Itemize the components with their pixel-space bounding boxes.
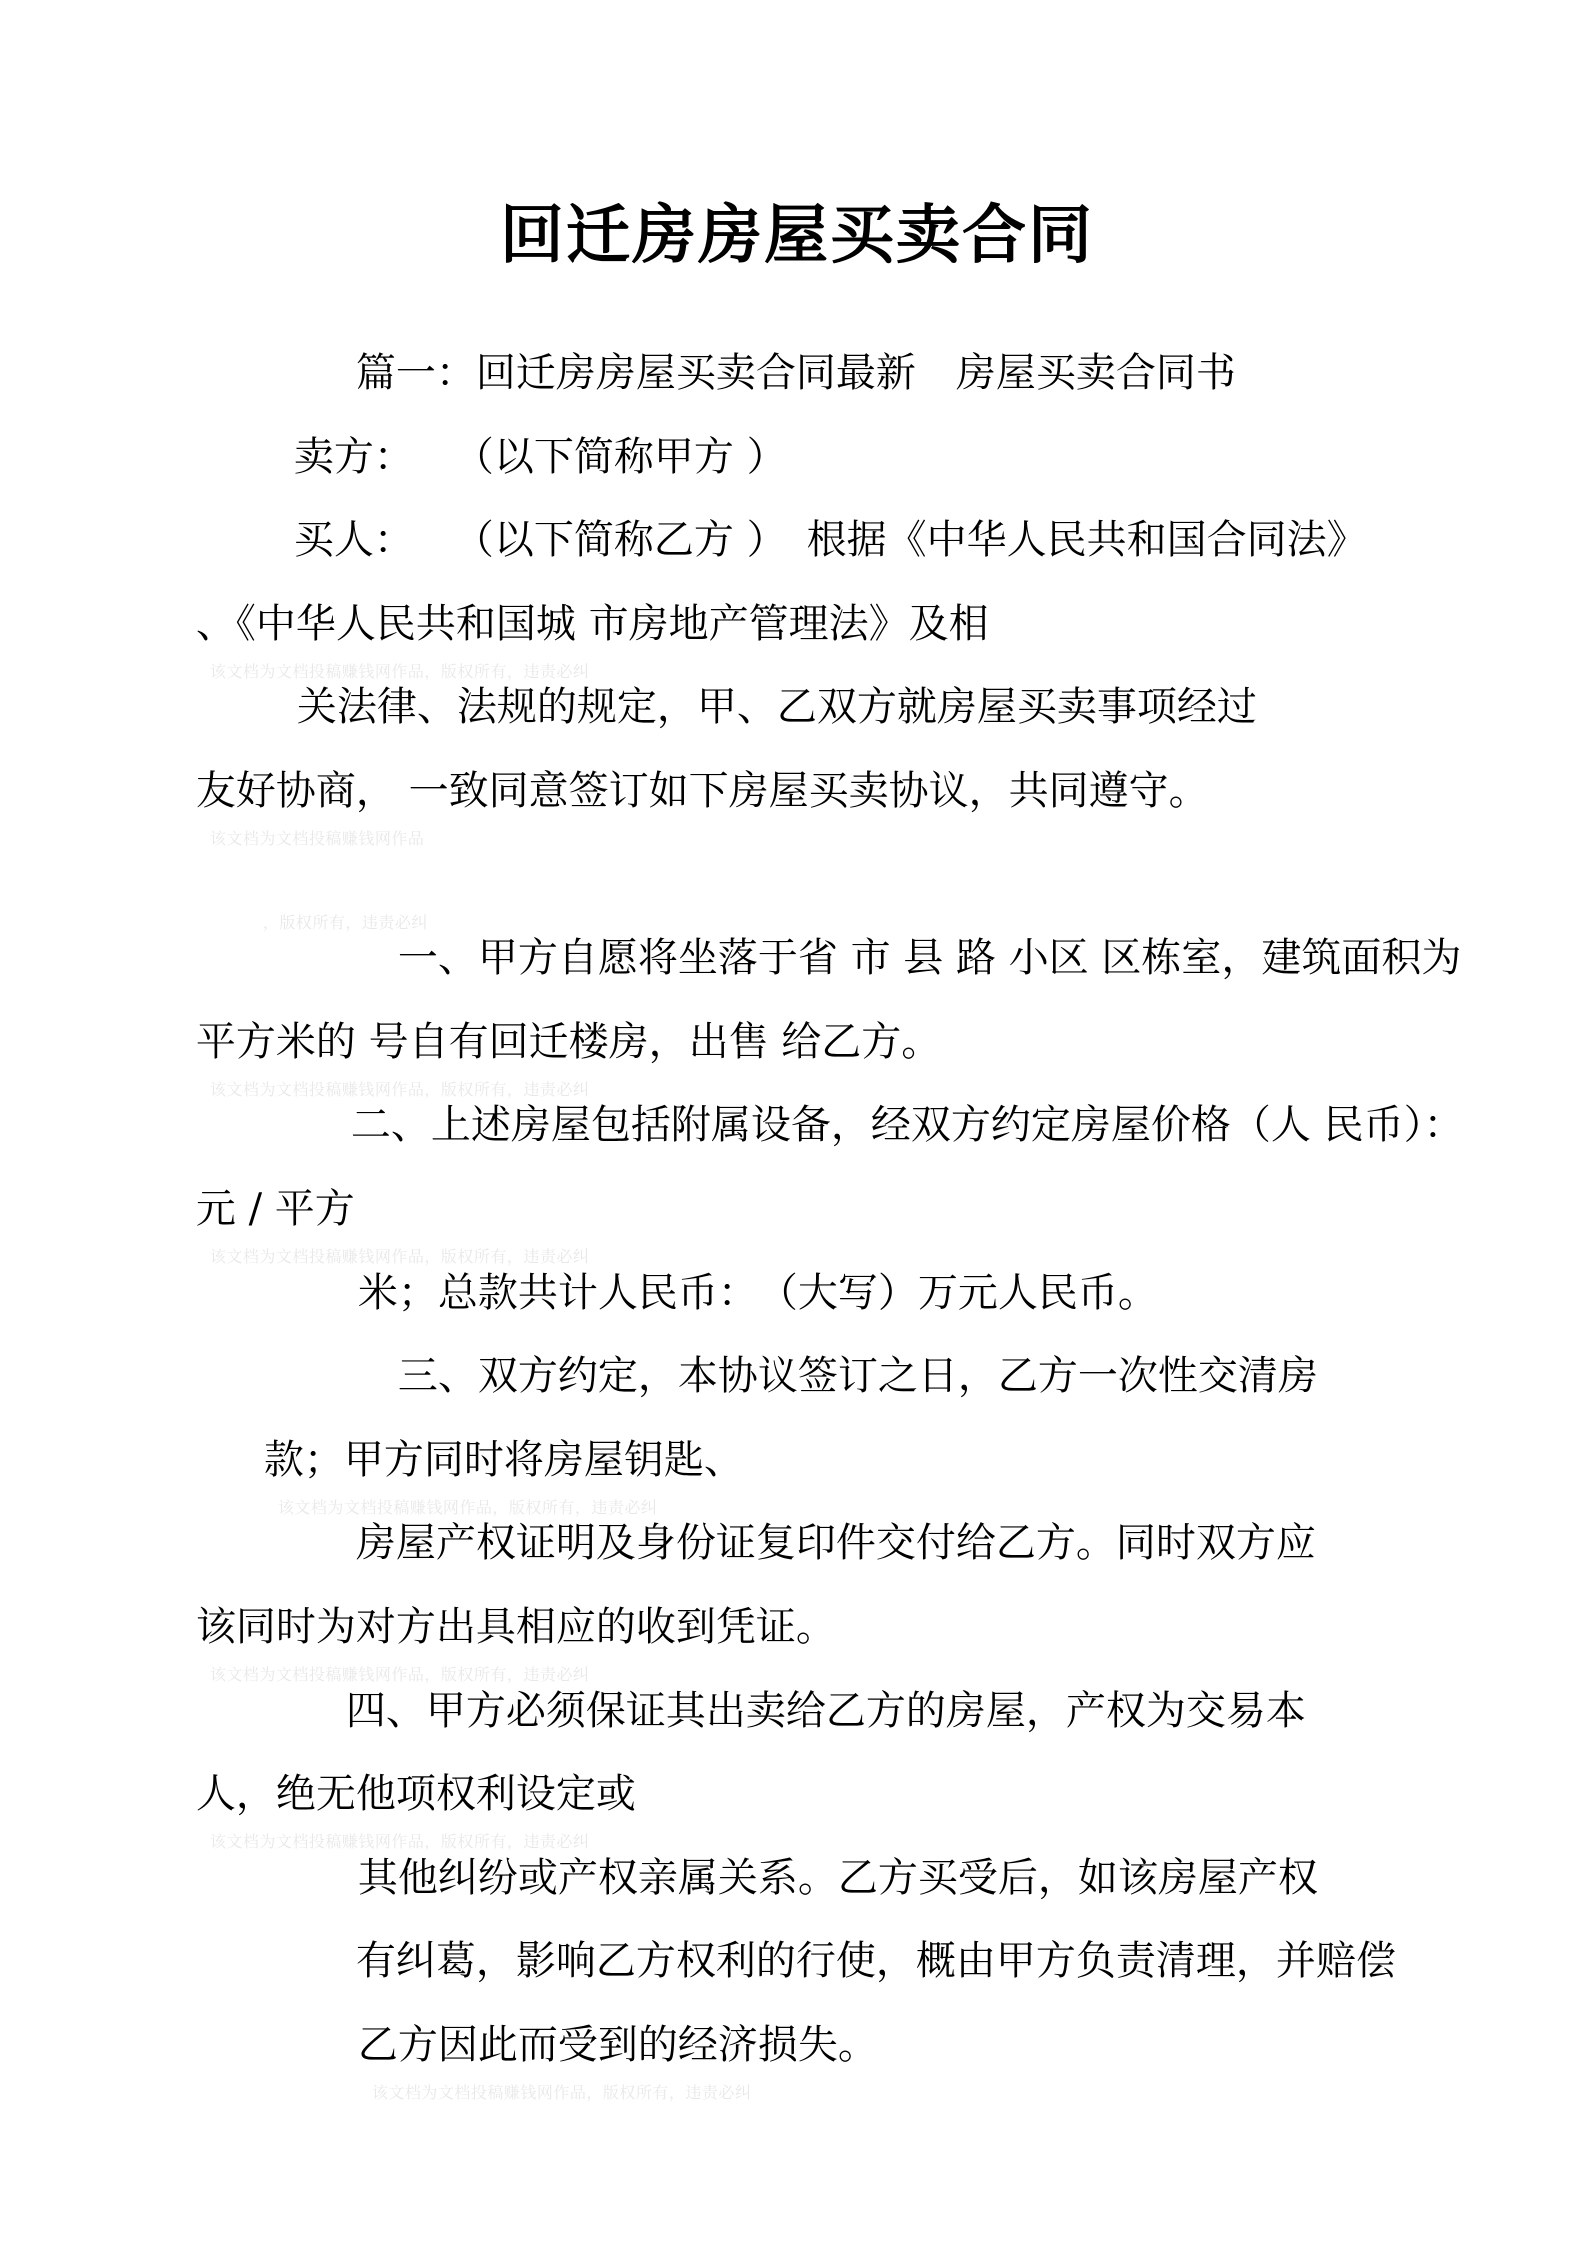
document-line — [307, 1985, 878, 2153]
document-title: 回迁房房屋买卖合同 — [500, 199, 1094, 273]
watermark-text: 该文档为文档投稿赚钱网作品，版权所有，违责必纠 — [209, 662, 590, 681]
line-text: 房屋产权证明及身份证复印件交付给乙方。同时双方应 — [355, 1520, 1316, 1566]
line-text: 平方米的 号自有回迁楼房，出售 给乙方。 — [195, 1019, 942, 1065]
line-text: 米；总款共计人民币： （大写）万元人民币。 — [357, 1270, 1158, 1316]
line-text: 、《中华人民共和国城 市房地产管理法》及相 — [195, 601, 989, 647]
watermark-text: ，版权所有，违责必纠 — [262, 913, 428, 932]
line-text: 其他纠纷或产权亲属关系。乙方买受后，如该房屋产权 — [357, 1855, 1318, 1901]
line-text: 人，绝无他项权利设定或 — [195, 1771, 636, 1817]
line-text: 乙方因此而受到的经济损失。 — [357, 2022, 878, 2068]
line-text: 友好协商， 一致同意签订如下房屋买卖协议，共同遵守。 — [195, 768, 1209, 814]
watermark-text: 该文档为文档投稿赚钱网作品，版权所有，违责必纠 — [209, 1832, 590, 1851]
line-text: 款；甲方同时将房屋钥匙、 — [263, 1437, 744, 1483]
line-text: 四、甲方必须保证其出卖给乙方的房屋，产权为交易本 — [345, 1688, 1306, 1734]
line-text: 三、双方约定，本协议签订之日，乙方一次性交清房 — [397, 1353, 1318, 1399]
line-text: 卖方： （以下简称甲方 ） — [293, 434, 787, 480]
watermark-text: 该文档为文档投稿赚钱网作品，版权所有，违责必纠 — [209, 1665, 590, 1684]
watermark-text: 该文档为文档投稿赚钱网作品，版权所有，违责必纠 — [277, 1498, 658, 1517]
watermark-text: 该文档为文档投稿赚钱网作品，版权所有，违责必纠 — [371, 2083, 752, 2102]
line-text: 一、甲方自愿将坐落于省 市 县 路 小区 区栋室，建筑面积为 — [397, 935, 1462, 981]
line-text: 二、上述房屋包括附属设备，经双方约定房屋价格（人 民币）： — [350, 1102, 1464, 1148]
line-text: 关法律、法规的规定，甲、乙双方就房屋买卖事项经过 — [296, 684, 1257, 730]
line-text: 该同时为对方出具相应的收到凭证。 — [195, 1604, 836, 1650]
watermark-text: 该文档为文档投稿赚钱网作品，版权所有，违责必纠 — [209, 1247, 590, 1266]
line-text: 元 / 平方 — [195, 1186, 355, 1232]
watermark-text: 该文档为文档投稿赚钱网作品，版权所有，违责必纠 — [209, 1080, 590, 1099]
line-text: 篇一：回迁房房屋买卖合同最新 房屋买卖合同书 — [355, 350, 1236, 396]
line-text: 有纠葛，影响乙方权利的行使，概由甲方负责清理，并赔偿 — [355, 1938, 1396, 1984]
watermark-text: 该文档为文档投稿赚钱网作品 — [209, 829, 425, 848]
line-text: 买人： （以下简称乙方 ） 根据《中华人民共和国合同法》 — [293, 517, 1367, 563]
